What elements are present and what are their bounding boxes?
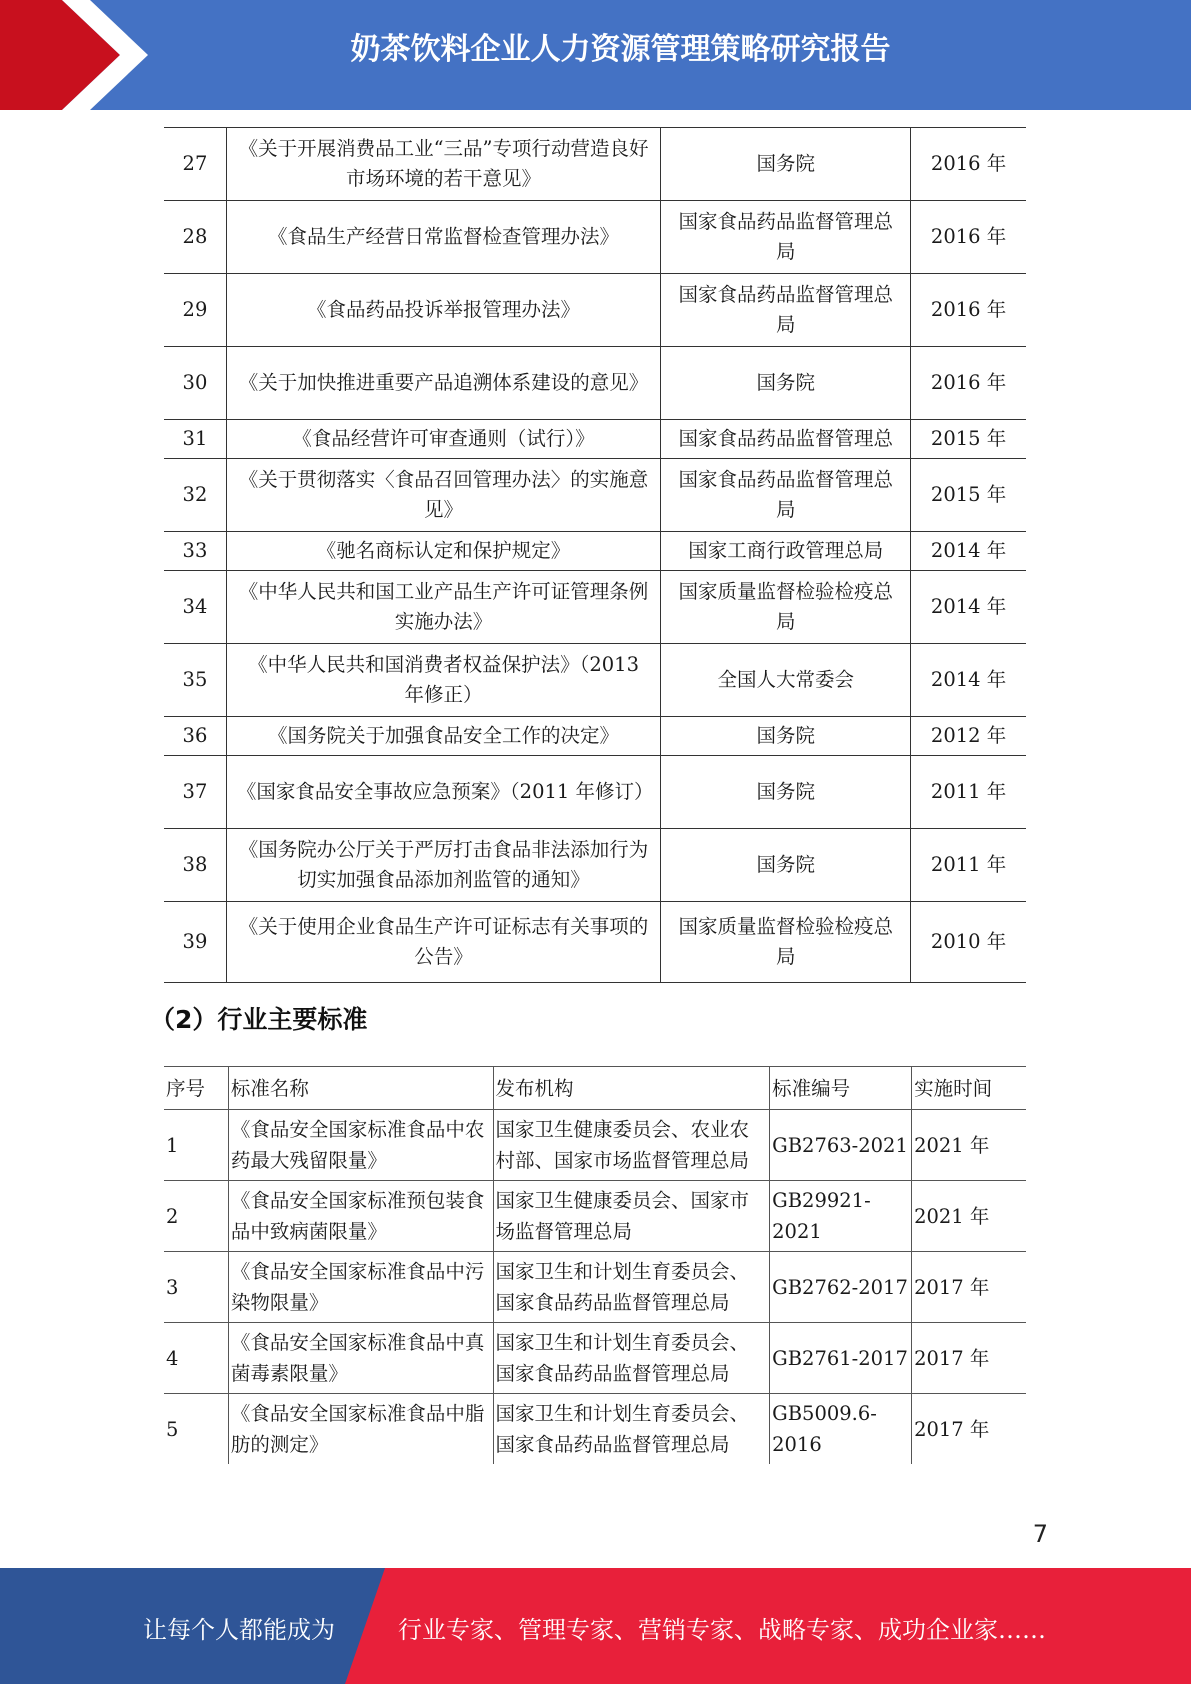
header-cell-name: 标准名称 [228,1067,493,1110]
cell-year: 2014 年 [911,532,1026,571]
cell-year: 2012 年 [911,717,1026,756]
cell-name: 《食品安全国家标准食品中农药最大残留限量》 [228,1110,493,1181]
cell-name: 《关于加快推进重要产品追溯体系建设的意见》 [226,347,660,420]
cell-org: 国务院 [661,756,911,829]
cell-name: 《中华人民共和国消费者权益保护法》（2013 年修正） [226,644,660,717]
cell-no: 4 [164,1323,228,1394]
cell-no: 33 [164,532,226,571]
cell-code: GB2761-2017 [770,1323,912,1394]
cell-no: 3 [164,1252,228,1323]
cell-name: 《关于贯彻落实〈食品召回管理办法〉的实施意见》 [226,459,660,532]
cell-name: 《食品安全国家标准食品中污染物限量》 [228,1252,493,1323]
cell-org: 国家质量监督检验检疫总局 [661,571,911,644]
header-cell-no: 序号 [164,1067,228,1110]
cell-code: GB2762-2017 [770,1252,912,1323]
header-cell-date: 实施时间 [912,1067,1026,1110]
cell-no: 2 [164,1181,228,1252]
chevron-arrow-icon [0,0,150,110]
report-title: 奶茶饮料企业人力资源管理策略研究报告 [350,32,891,67]
cell-org: 国家食品药品监督管理总局 [661,459,911,532]
cell-date: 2017 年 [912,1394,1026,1465]
table-row [164,420,1026,459]
table-row [164,532,1026,571]
cell-code: GB29921-2021 [770,1181,912,1252]
table-header-row [164,1067,1026,1110]
cell-org: 国务院 [661,347,911,420]
cell-org: 国务院 [661,717,911,756]
cell-date: 2017 年 [912,1323,1026,1394]
cell-name: 《食品安全国家标准食品中真菌毒素限量》 [228,1323,493,1394]
cell-year: 2014 年 [911,644,1026,717]
cell-no: 39 [164,902,226,983]
cell-year: 2016 年 [911,201,1026,274]
table-row [164,756,1026,829]
cell-org: 国家工商行政管理总局 [661,532,911,571]
cell-name: 《关于开展消费品工业“三品”专项行动营造良好市场环境的若干意见》 [226,128,660,201]
standards-table [164,1066,1026,1464]
cell-org: 全国人大常委会 [661,644,911,717]
cell-name: 《食品药品投诉举报管理办法》 [226,274,660,347]
table-row [164,347,1026,420]
cell-no: 34 [164,571,226,644]
cell-year: 2010 年 [911,902,1026,983]
cell-name: 《食品安全国家标准食品中脂肪的测定》 [228,1394,493,1465]
footer-slogan-left: 让每个人都能成为 [143,1616,335,1644]
cell-org: 国家卫生和计划生育委员会、国家食品药品监督管理总局 [493,1394,770,1465]
cell-org: 国家质量监督检验检疫总局 [661,902,911,983]
section-heading: （2）行业主要标准 [150,1005,368,1034]
cell-year: 2011 年 [911,829,1026,902]
cell-name: 《驰名商标认定和保护规定》 [226,532,660,571]
cell-no: 38 [164,829,226,902]
cell-org: 国家卫生和计划生育委员会、国家食品药品监督管理总局 [493,1323,770,1394]
cell-date: 2021 年 [912,1110,1026,1181]
cell-no: 29 [164,274,226,347]
header-cell-code: 标准编号 [770,1067,912,1110]
cell-date: 2017 年 [912,1252,1026,1323]
cell-code: GB5009.6-2016 [770,1394,912,1465]
table-row [164,459,1026,532]
cell-year: 2011 年 [911,756,1026,829]
table-row [164,829,1026,902]
footer-banner [0,1568,1191,1684]
cell-org: 国务院 [661,829,911,902]
cell-name: 《食品经营许可审查通则（试行）》 [226,420,660,459]
table-row [164,1181,1026,1252]
cell-name: 《国务院办公厅关于严厉打击食品非法添加行为切实加强食品添加剂监管的通知》 [226,829,660,902]
cell-no: 36 [164,717,226,756]
cell-no: 28 [164,201,226,274]
cell-no: 1 [164,1110,228,1181]
table-row [164,1252,1026,1323]
table-row [164,1110,1026,1181]
table-row [164,571,1026,644]
cell-org: 国家卫生健康委员会、国家市场监督管理总局 [493,1181,770,1252]
cell-year: 2015 年 [911,459,1026,532]
cell-org-text: 国家食品药品监督管理总 [678,427,893,450]
cell-year: 2016 年 [911,274,1026,347]
cell-code: GB2763-2021 [770,1110,912,1181]
cell-no: 32 [164,459,226,532]
cell-org: 国家食品药品监督管理总局 [661,201,911,274]
cell-name: 《食品安全国家标准预包装食品中致病菌限量》 [228,1181,493,1252]
cell-year: 2016 年 [911,347,1026,420]
report-header [0,0,1191,110]
table-row [164,644,1026,717]
cell-name: 《中华人民共和国工业产品生产许可证管理条例实施办法》 [226,571,660,644]
cell-org: 国务院 [661,128,911,201]
table-row [164,1394,1026,1465]
cell-no: 31 [164,420,226,459]
cell-no: 27 [164,128,226,201]
cell-name: 《关于使用企业食品生产许可证标志有关事项的公告》 [226,902,660,983]
table-row [164,902,1026,983]
cell-name: 《食品生产经营日常监督检查管理办法》 [226,201,660,274]
cell-date: 2021 年 [912,1181,1026,1252]
table-row [164,128,1026,201]
cell-org [661,420,911,459]
cell-org: 国家卫生健康委员会、农业农村部、国家市场监督管理总局 [493,1110,770,1181]
cell-no: 35 [164,644,226,717]
footer-slogan-right: 行业专家、管理专家、营销专家、战略专家、成功企业家…… [398,1616,1046,1644]
table-row [164,274,1026,347]
cell-no: 30 [164,347,226,420]
table-row [164,201,1026,274]
cell-year: 2016 年 [911,128,1026,201]
table-row [164,717,1026,756]
regulations-table [164,127,1026,983]
cell-year: 2014 年 [911,571,1026,644]
cell-no: 37 [164,756,226,829]
header-cell-org: 发布机构 [493,1067,770,1110]
cell-org: 国家食品药品监督管理总局 [661,274,911,347]
cell-org: 国家卫生和计划生育委员会、国家食品药品监督管理总局 [493,1252,770,1323]
cell-year: 2015 年 [911,420,1026,459]
cell-name: 《国家食品安全事故应急预案》（2011 年修订） [226,756,660,829]
cell-name: 《国务院关于加强食品安全工作的决定》 [226,717,660,756]
cell-no: 5 [164,1394,228,1465]
page-number: 7 [1032,1520,1048,1548]
table-row [164,1323,1026,1394]
